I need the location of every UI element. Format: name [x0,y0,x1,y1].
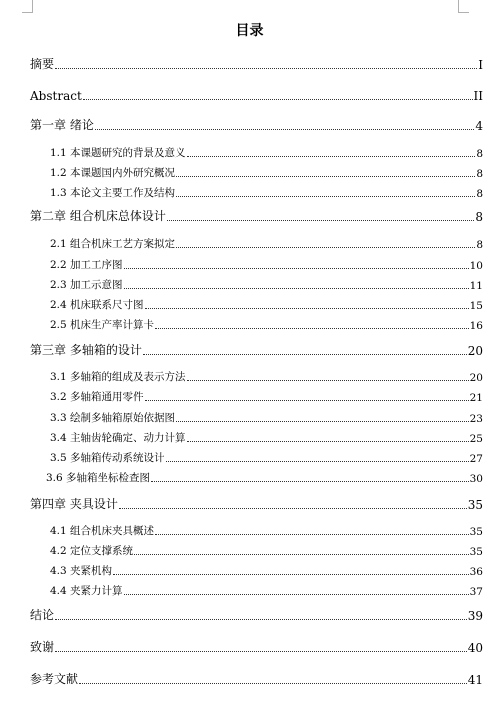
toc-entry-page-number: 30 [469,473,483,485]
toc-entry[interactable] [30,208,483,224]
toc-entry[interactable] [50,256,483,272]
toc-entry[interactable] [30,117,483,133]
toc-entry-title: 1.2 本课题国内外研究概况 [50,167,176,179]
toc-entry[interactable] [50,429,483,445]
toc-entry-page-number: 4 [475,119,483,133]
toc-entry[interactable] [50,582,483,598]
dot-leader [176,195,475,197]
toc-entry-title: 3.1 多轴箱的组成及表示方法 [50,371,186,383]
toc-entry-title: 第二章 组合机床总体设计 [30,209,166,223]
toc-entry[interactable] [50,184,483,200]
toc-entry-page-number: 8 [476,168,483,180]
dot-leader [155,533,469,535]
dot-leader [176,246,475,248]
dot-leader [151,480,469,482]
toc-entry[interactable] [50,164,483,180]
toc-entry-page-number: 25 [469,433,483,445]
toc-entry-title: 结论 [30,608,55,622]
toc-entry[interactable] [30,496,483,512]
toc-entry-page-number: II [473,89,483,103]
toc-entry-page-number: 8 [476,148,483,160]
toc-entry-title: 第三章 多轴箱的设计 [30,343,142,357]
dot-leader [55,618,467,620]
toc-entry-page-number: I [478,58,483,72]
toc-entry-title: 4.2 定位支撑系统 [50,545,134,557]
toc-entry-title: 3.5 多轴箱传动系统设计 [50,452,165,464]
toc-entry-page-number: 36 [469,566,483,578]
toc-entry[interactable] [50,276,483,292]
dot-leader [176,420,469,422]
dot-leader [55,650,467,652]
toc-entry-page-number: 40 [467,641,483,655]
toc-entry-page-number: 35 [469,546,483,558]
toc-entry[interactable] [50,562,483,578]
dot-leader [167,219,475,221]
toc-entry-title: 4.1 组合机床夹具概述 [50,525,155,537]
dot-leader [134,553,469,555]
toc-entry-title: 2.2 加工工序图 [50,259,123,271]
toc-entry[interactable] [50,296,483,312]
toc-entry[interactable] [50,388,483,404]
toc-entry[interactable] [30,671,483,687]
dot-leader [187,155,476,157]
toc-entry-page-number: 20 [467,344,483,358]
toc-entry-title: 2.1 组合机床工艺方案拟定 [50,238,176,250]
toc-entry-title: 4.4 夹紧力计算 [50,585,123,597]
toc-entry-title: 4.3 夹紧机构 [50,565,113,577]
toc-entry-title: 第四章 夹具设计 [30,497,118,511]
toc-entry[interactable] [50,144,483,160]
toc-entry[interactable] [30,56,483,72]
dot-leader [95,128,475,130]
toc-entry-page-number: 39 [467,609,483,623]
toc-entry-title: 3.4 主轴齿轮确定、动力计算 [50,432,186,444]
toc-entry-page-number: 41 [467,673,483,687]
toc-entry-page-number: 10 [469,260,483,272]
toc-entry-title: 1.1 本课题研究的背景及意义 [50,147,186,159]
toc-entry-page-number: 8 [476,188,483,200]
toc-entry-page-number: 8 [475,210,483,224]
toc-entry-page-number: 23 [469,413,483,425]
toc-entry-page-number: 16 [469,320,483,332]
dot-leader [143,353,467,355]
dot-leader [176,175,475,177]
toc-entry-title: 3.6 多轴箱坐标检查图 [46,472,151,484]
toc-entry-title: 1.3 本论文主要工作及结构 [50,187,176,199]
toc-entry[interactable] [30,87,483,103]
toc-entry[interactable] [30,639,483,655]
dot-leader [124,593,469,595]
toc-entry-title: 3.3 绘制多轴箱原始依据图 [50,412,176,424]
toc-entry-page-number: 27 [469,453,483,465]
dot-leader [187,440,469,442]
dot-leader [145,307,469,309]
toc-entry-title: Abstract [30,89,82,103]
dot-leader [83,98,473,100]
toc-entry-title: 摘要 [30,57,55,71]
dot-leader [187,379,469,381]
toc-entry-title: 2.3 加工示意图 [50,279,123,291]
toc-entry-title: 第一章 绪论 [30,118,94,132]
toc-entry-title: 致谢 [30,640,55,654]
toc-entry[interactable] [30,342,483,358]
toc-title: 目录 [235,23,264,39]
dot-leader [166,460,469,462]
toc-entry[interactable] [50,522,483,538]
toc-entry[interactable] [50,316,483,332]
dot-leader [155,327,469,329]
toc-entry-page-number: 35 [469,526,483,538]
toc-entry-page-number: 20 [469,372,483,384]
toc-entry[interactable] [46,469,483,485]
toc-entry[interactable] [50,409,483,425]
toc-entry-page-number: 8 [476,239,483,251]
toc-entry-title: 2.4 机床联系尺寸图 [50,299,144,311]
dot-leader [119,507,467,509]
dot-leader [145,399,469,401]
dot-leader [124,267,469,269]
toc-entry[interactable] [50,449,483,465]
toc-entry[interactable] [30,607,483,623]
toc-entry-page-number: 37 [469,586,483,598]
toc-entry[interactable] [50,235,483,251]
dot-leader [55,67,477,69]
toc-entry-title: 2.5 机床生产率计算卡 [50,319,155,331]
toc-entry-page-number: 35 [467,498,483,512]
toc-entry-page-number: 11 [469,280,483,292]
toc-entry-title: 3.2 多轴箱通用零件 [50,391,144,403]
toc-entry[interactable] [50,542,483,558]
toc-entry-page-number: 15 [469,300,483,312]
dot-leader [79,682,467,684]
toc-entry-title: 参考文献 [30,672,79,686]
dot-leader [124,287,469,289]
dot-leader [113,573,469,575]
toc-entry-page-number: 21 [469,392,483,404]
toc-entry[interactable] [50,368,483,384]
